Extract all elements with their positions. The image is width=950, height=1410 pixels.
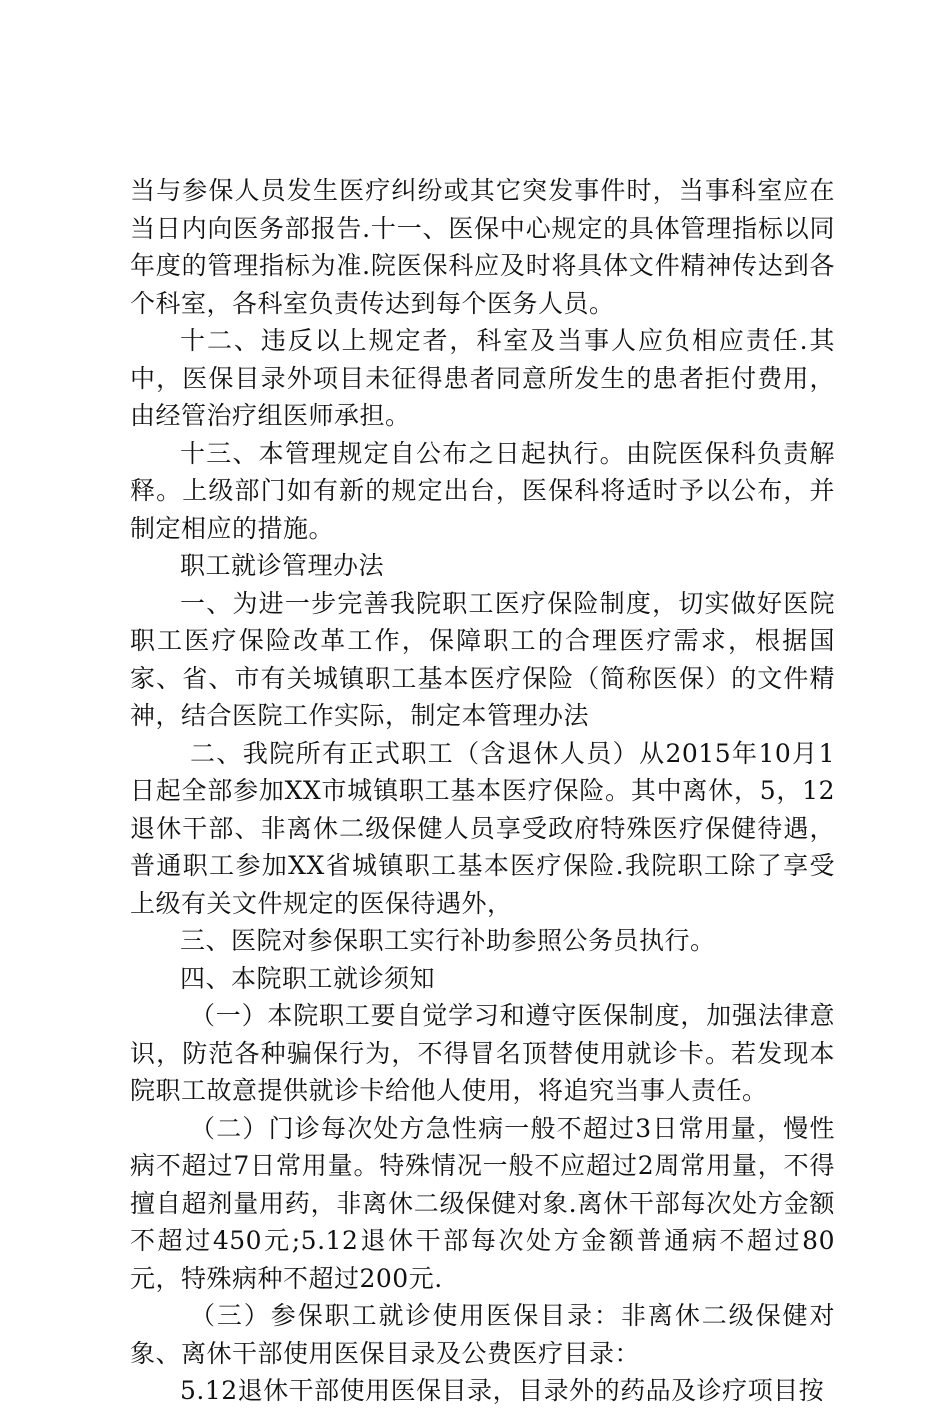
paragraph-subitem-3: （三）参保职工就诊使用医保目录：非离休二级保健对象、离休干部使用医保目录及公费医疗目录： [130,1301,835,1368]
document-body [130,172,835,1410]
paragraph-item-12: 十二、违反以上规定者，科室及当事人应负相应责任.其中，医保目录外项目未征得患者同意所发生的患者拒付费用，由经管治疗组医师承担。 [130,326,835,430]
section-heading: 职工就诊管理办法 [180,551,385,580]
paragraph-item-2: 二、我院所有正式职工（含退休人员）从2015年10月1日起全部参加XX市城镇职工基本医疗保险。其中离休，5，12退休干部、非离休二级保健人员享受政府特殊医疗保健待遇，普通职工参加XX省城镇职工基本医疗保险.我院职工除了享受上级有关文件规定的医保待遇外， [130,738,835,918]
paragraph-subitem-1: （一）本院职工要自觉学习和遵守医保制度，加强法律意识，防范各种骗保行为，不得冒名顶替使用就诊卡。若发现本院职工故意提供就诊卡给他人使用，将追究当事人责任。 [130,1001,835,1105]
paragraph-item-1: 一、为进一步完善我院职工医疗保险制度，切实做好医院职工医疗保险改革工作，保障职工的合理医疗需求，根据国家、省、市有关城镇职工基本医疗保险（简称医保）的文件精神，结合医院工作实际，制定本管理办法 [130,588,835,730]
paragraph-subitem-2: （二）门诊每次处方急性病一般不超过3日常用量，慢性病不超过7日常用量。特殊情况一般不应超过2周常用量，不得擅自超剂量用药，非离休二级保健对象.离休干部每次处方金额不超过450元;5.12退休干部每次处方金额普通病不超过80元，特殊病种不超过200元. [130,1113,835,1293]
paragraph-item-4: 四、本院职工就诊须知 [180,963,436,993]
paragraph-item-3: 三、医院对参保职工实行补助参照公务员执行。 [180,926,716,955]
paragraph-trailing: 5.12退休干部使用医保目录，目录外的药品及诊疗项目按 [180,1376,825,1405]
paragraph-item-13: 十三、本管理规定自公布之日起执行。由院医保科负责解释。上级部门如有新的规定出台，医保科将适时予以公布，并制定相应的措施。 [130,438,835,543]
paragraph-continuation: 当与参保人员发生医疗纠纷或其它突发事件时，当事科室应在当日内向医务部报告.十一、医保中心规定的具体管理指标以同年度的管理指标为准.院医保科应及时将具体文件精神传达到各个科室，各科室负责传达到每个医务人员。 [130,176,835,318]
